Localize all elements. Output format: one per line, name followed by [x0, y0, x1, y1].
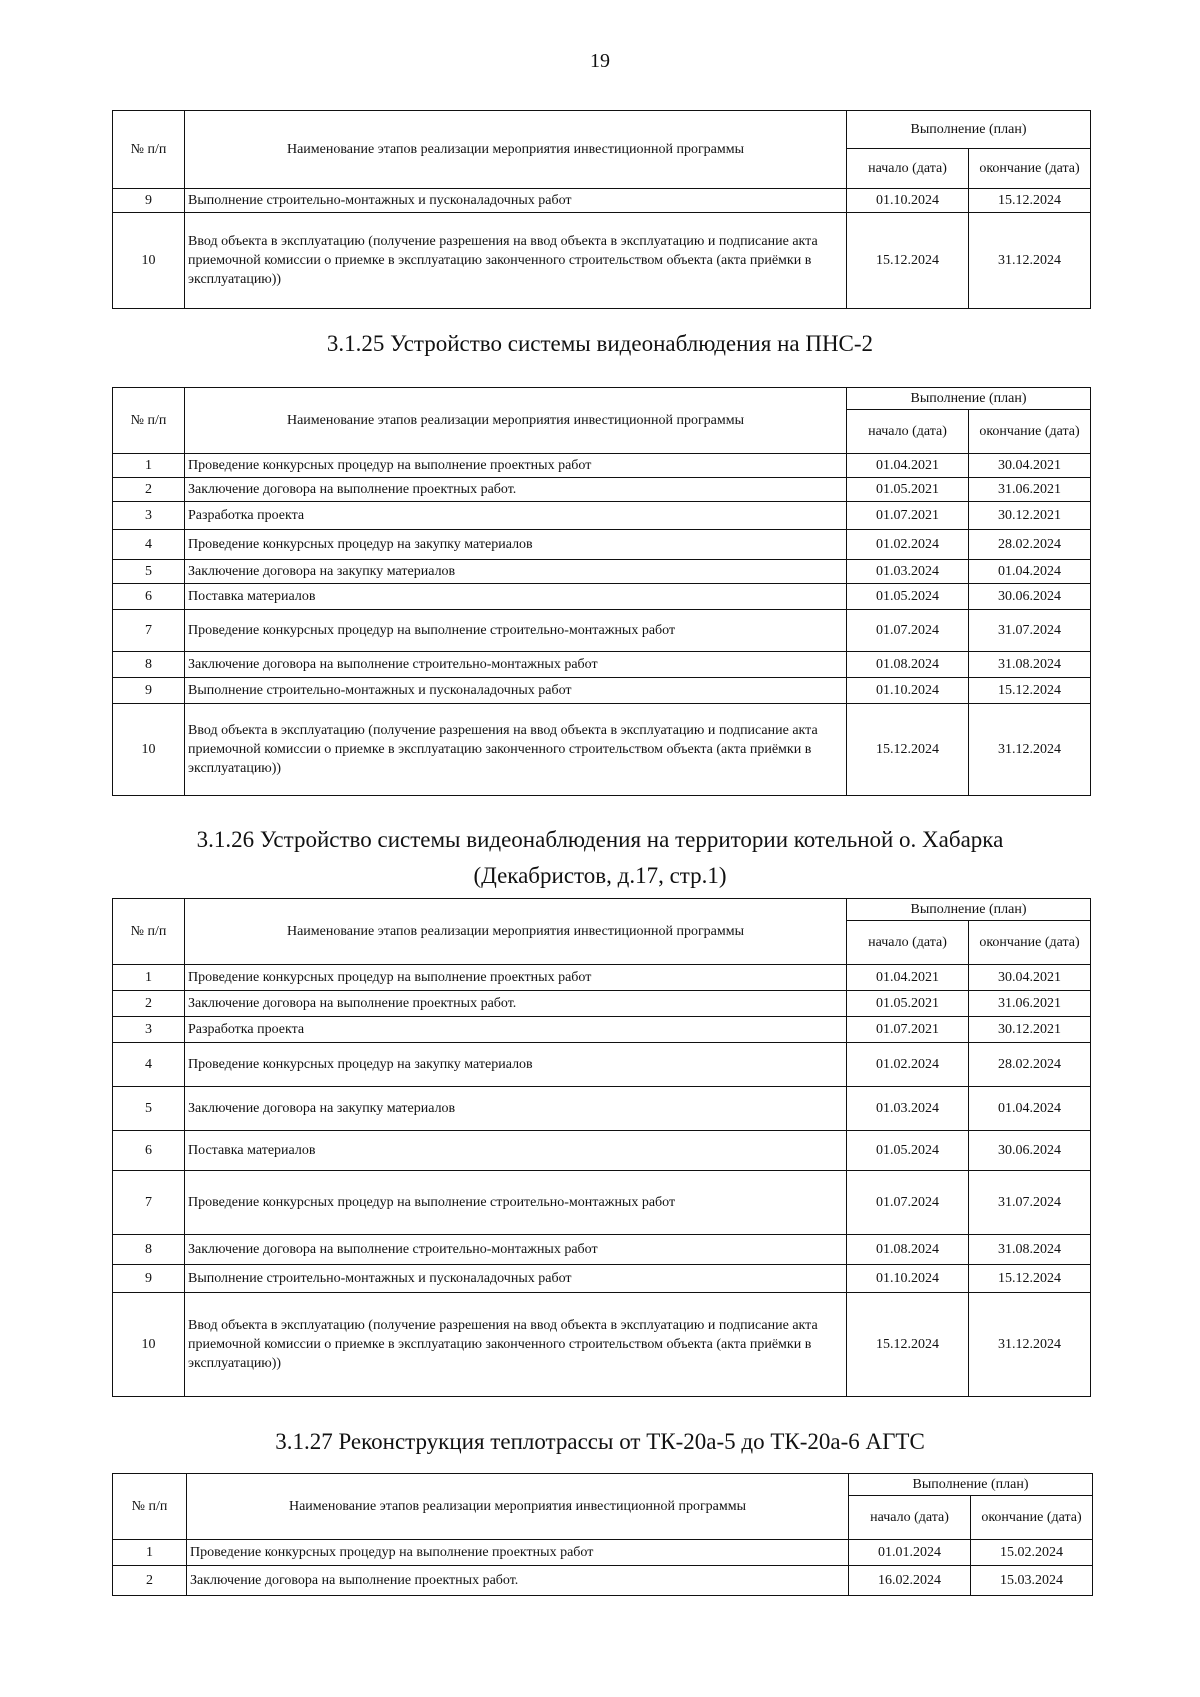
row-number: 5 [113, 1087, 185, 1131]
end-date: 15.12.2024 [969, 189, 1091, 213]
header-plan: Выполнение (план) [847, 899, 1091, 921]
header-start: начало (дата) [847, 921, 969, 965]
stage-name: Проведение конкурсных процедур на закупку материалов [185, 530, 847, 560]
start-date: 01.08.2024 [847, 652, 969, 678]
stage-name: Проведение конкурсных процедур на выполнение проектных работ [185, 454, 847, 478]
stage-name: Заключение договора на выполнение проектных работ. [185, 478, 847, 502]
end-date: 01.04.2024 [969, 1087, 1091, 1131]
end-date: 31.12.2024 [969, 1293, 1091, 1397]
end-date: 15.03.2024 [971, 1566, 1093, 1596]
table-row [113, 652, 1091, 678]
header-end: окончание (дата) [969, 921, 1091, 965]
end-date: 31.06.2021 [969, 478, 1091, 502]
start-date: 01.05.2021 [847, 478, 969, 502]
row-number: 8 [113, 652, 185, 678]
header-start: начало (дата) [849, 1496, 971, 1540]
header-name: Наименование этапов реализации мероприятия инвестиционной программы [185, 111, 847, 189]
row-number: 1 [113, 1540, 187, 1566]
plan-table [112, 1473, 1093, 1596]
row-number: 10 [113, 1293, 185, 1397]
section-title: 3.1.26 Устройство системы видеонаблюдения на территории котельной о. Хабарка [196, 827, 1004, 852]
stage-name: Ввод объекта в эксплуатацию (получение разрешения на ввод объекта в эксплуатацию и подписание акта приемочной комиссии о приемке в эксплуатацию законченного строительством объекта (акта приёмки в эксплуатацию)) [185, 213, 847, 309]
stage-name: Поставка материалов [185, 1131, 847, 1171]
stage-name: Проведение конкурсных процедур на выполнение проектных работ [187, 1540, 849, 1566]
row-number: 4 [113, 1043, 185, 1087]
header-name: Наименование этапов реализации мероприятия инвестиционной программы [187, 1474, 849, 1540]
start-date: 01.01.2024 [849, 1540, 971, 1566]
plan-table [112, 110, 1091, 309]
table-row [113, 530, 1091, 560]
end-date: 28.02.2024 [969, 1043, 1091, 1087]
header-num: № п/п [113, 1474, 187, 1540]
stage-name: Выполнение строительно-монтажных и пусконаладочных работ [185, 1265, 847, 1293]
stage-name: Проведение конкурсных процедур на выполнение проектных работ [185, 965, 847, 991]
table-row [113, 1043, 1091, 1087]
stage-name: Ввод объекта в эксплуатацию (получение разрешения на ввод объекта в эксплуатацию и подписание акта приемочной комиссии о приемке в эксплуатацию законченного строительством объекта (акта приёмки в эксплуатацию)) [185, 1293, 847, 1397]
table-row [113, 213, 1091, 309]
end-date: 31.12.2024 [969, 704, 1091, 796]
header-num: № п/п [113, 111, 185, 189]
header-row [113, 899, 1091, 921]
table-row [113, 1566, 1093, 1596]
table-row [113, 478, 1091, 502]
start-date: 01.05.2024 [847, 584, 969, 610]
table-row [113, 1131, 1091, 1171]
start-date: 15.12.2024 [847, 213, 969, 309]
page-number: 19 [590, 50, 610, 72]
start-date: 01.02.2024 [847, 530, 969, 560]
table-row [113, 1540, 1093, 1566]
table-row [113, 991, 1091, 1017]
table-row [113, 1293, 1091, 1397]
header-start: начало (дата) [847, 410, 969, 454]
table-row [113, 560, 1091, 584]
table-row [113, 1235, 1091, 1265]
header-row [113, 388, 1091, 410]
stage-name: Выполнение строительно-монтажных и пусконаладочных работ [185, 189, 847, 213]
plan-table [112, 387, 1091, 796]
stage-name: Заключение договора на выполнение проектных работ. [185, 991, 847, 1017]
stage-name: Заключение договора на выполнение строительно-монтажных работ [185, 652, 847, 678]
header-end: окончание (дата) [969, 410, 1091, 454]
stage-name: Заключение договора на закупку материалов [185, 560, 847, 584]
start-date: 01.03.2024 [847, 1087, 969, 1131]
header-name: Наименование этапов реализации мероприятия инвестиционной программы [185, 899, 847, 965]
table-row [113, 1017, 1091, 1043]
end-date: 31.12.2024 [969, 213, 1091, 309]
stage-name: Проведение конкурсных процедур на выполнение строительно-монтажных работ [185, 1171, 847, 1235]
table-row [113, 704, 1091, 796]
start-date: 01.03.2024 [847, 560, 969, 584]
header-start: начало (дата) [847, 149, 969, 189]
end-date: 15.12.2024 [969, 1265, 1091, 1293]
stage-name: Разработка проекта [185, 502, 847, 530]
start-date: 01.04.2021 [847, 454, 969, 478]
start-date: 01.05.2021 [847, 991, 969, 1017]
table-row [113, 678, 1091, 704]
start-date: 15.12.2024 [847, 1293, 969, 1397]
header-plan: Выполнение (план) [847, 388, 1091, 410]
stage-name: Заключение договора на выполнение строительно-монтажных работ [185, 1235, 847, 1265]
row-number: 6 [113, 584, 185, 610]
start-date: 16.02.2024 [849, 1566, 971, 1596]
end-date: 15.12.2024 [969, 678, 1091, 704]
end-date: 01.04.2024 [969, 560, 1091, 584]
plan-table [112, 898, 1091, 1397]
row-number: 8 [113, 1235, 185, 1265]
start-date: 01.02.2024 [847, 1043, 969, 1087]
end-date: 15.02.2024 [971, 1540, 1093, 1566]
end-date: 31.08.2024 [969, 652, 1091, 678]
row-number: 2 [113, 478, 185, 502]
row-number: 7 [113, 1171, 185, 1235]
row-number: 1 [113, 454, 185, 478]
row-number: 6 [113, 1131, 185, 1171]
header-plan: Выполнение (план) [847, 111, 1091, 149]
table-row [113, 584, 1091, 610]
row-number: 5 [113, 560, 185, 584]
stage-name: Разработка проекта [185, 1017, 847, 1043]
end-date: 30.04.2021 [969, 965, 1091, 991]
start-date: 01.07.2021 [847, 1017, 969, 1043]
stage-name: Заключение договора на закупку материалов [185, 1087, 847, 1131]
section-title: 3.1.27 Реконструкция теплотрассы от ТК-20а-5 до ТК-20а-6 АГТС [275, 1429, 925, 1454]
row-number: 10 [113, 213, 185, 309]
header-num: № п/п [113, 899, 185, 965]
end-date: 30.06.2024 [969, 584, 1091, 610]
end-date: 28.02.2024 [969, 530, 1091, 560]
end-date: 30.12.2021 [969, 1017, 1091, 1043]
stage-name: Поставка материалов [185, 584, 847, 610]
row-number: 9 [113, 678, 185, 704]
end-date: 30.04.2021 [969, 454, 1091, 478]
start-date: 01.10.2024 [847, 678, 969, 704]
table-row [113, 454, 1091, 478]
stage-name: Выполнение строительно-монтажных и пусконаладочных работ [185, 678, 847, 704]
end-date: 31.08.2024 [969, 1235, 1091, 1265]
stage-name: Проведение конкурсных процедур на выполнение строительно-монтажных работ [185, 610, 847, 652]
table-row [113, 965, 1091, 991]
row-number: 2 [113, 991, 185, 1017]
row-number: 10 [113, 704, 185, 796]
end-date: 31.07.2024 [969, 610, 1091, 652]
row-number: 3 [113, 1017, 185, 1043]
stage-name: Ввод объекта в эксплуатацию (получение разрешения на ввод объекта в эксплуатацию и подписание акта приемочной комиссии о приемке в эксплуатацию законченного строительством объекта (акта приёмки в эксплуатацию)) [185, 704, 847, 796]
start-date: 15.12.2024 [847, 704, 969, 796]
table-row [113, 610, 1091, 652]
row-number: 4 [113, 530, 185, 560]
header-num: № п/п [113, 388, 185, 454]
table-row [113, 1171, 1091, 1235]
section-title: (Декабристов, д.17, стр.1) [473, 863, 727, 888]
end-date: 31.07.2024 [969, 1171, 1091, 1235]
start-date: 01.07.2024 [847, 1171, 969, 1235]
row-number: 2 [113, 1566, 187, 1596]
end-date: 31.06.2021 [969, 991, 1091, 1017]
table-row [113, 1087, 1091, 1131]
start-date: 01.07.2021 [847, 502, 969, 530]
header-row [113, 1474, 1093, 1496]
start-date: 01.04.2021 [847, 965, 969, 991]
row-number: 7 [113, 610, 185, 652]
row-number: 1 [113, 965, 185, 991]
stage-name: Заключение договора на выполнение проектных работ. [187, 1566, 849, 1596]
header-row [113, 111, 1091, 149]
header-end: окончание (дата) [971, 1496, 1093, 1540]
stage-name: Проведение конкурсных процедур на закупку материалов [185, 1043, 847, 1087]
row-number: 9 [113, 189, 185, 213]
table-row [113, 1265, 1091, 1293]
start-date: 01.05.2024 [847, 1131, 969, 1171]
row-number: 3 [113, 502, 185, 530]
start-date: 01.07.2024 [847, 610, 969, 652]
header-plan: Выполнение (план) [849, 1474, 1093, 1496]
table-row [113, 502, 1091, 530]
header-name: Наименование этапов реализации мероприятия инвестиционной программы [185, 388, 847, 454]
end-date: 30.12.2021 [969, 502, 1091, 530]
start-date: 01.08.2024 [847, 1235, 969, 1265]
header-end: окончание (дата) [969, 149, 1091, 189]
start-date: 01.10.2024 [847, 189, 969, 213]
end-date: 30.06.2024 [969, 1131, 1091, 1171]
table-row [113, 189, 1091, 213]
row-number: 9 [113, 1265, 185, 1293]
section-title: 3.1.25 Устройство системы видеонаблюдения на ПНС-2 [326, 331, 874, 356]
start-date: 01.10.2024 [847, 1265, 969, 1293]
